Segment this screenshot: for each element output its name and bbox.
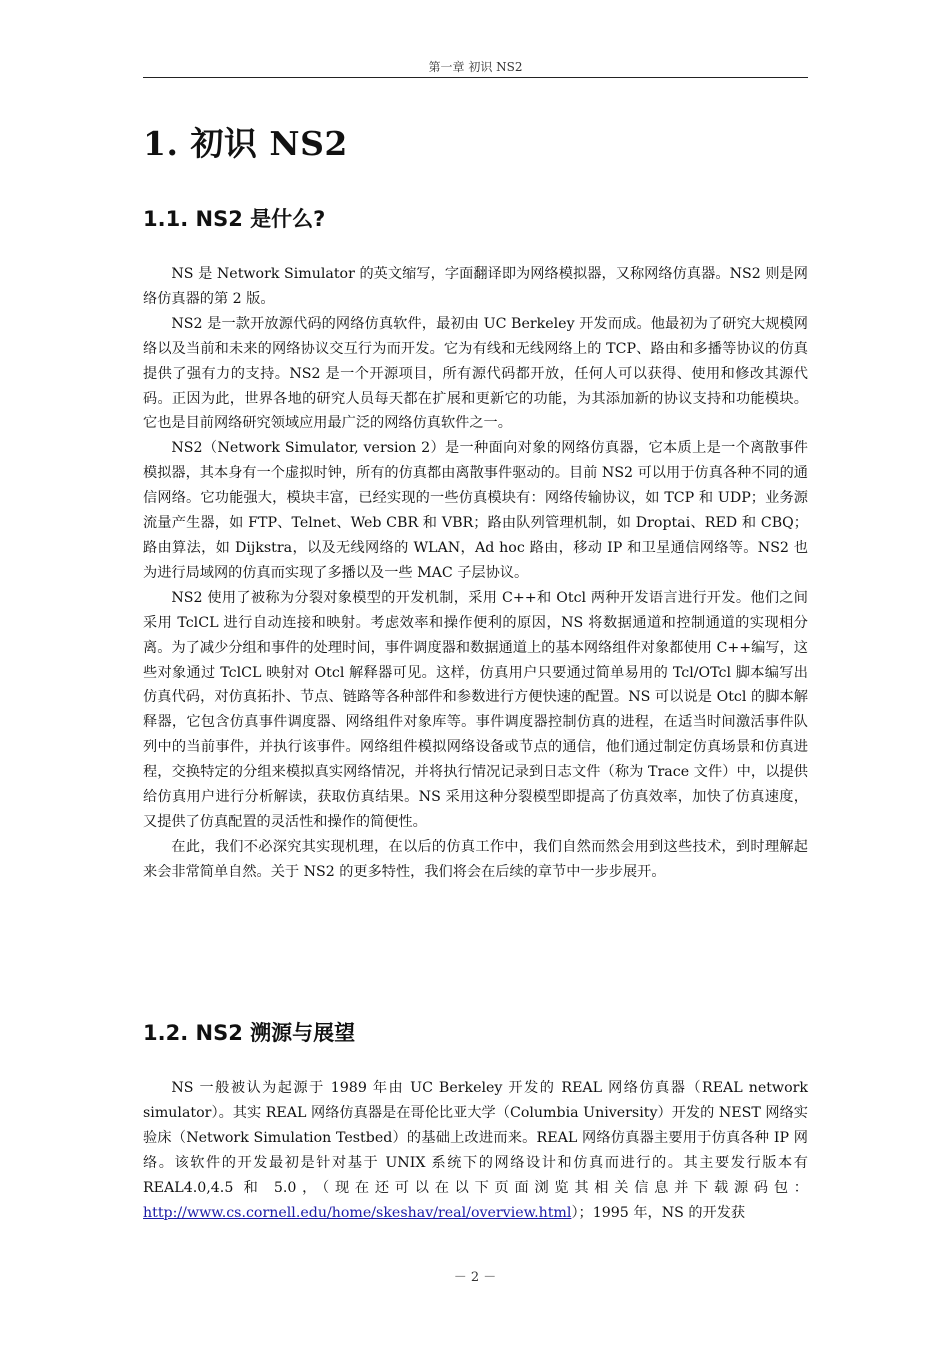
paragraph [143,1076,808,1225]
section-body-origin-and-outlook [143,1076,808,1225]
paragraph: 在此，我们不必深究其实现机理，在以后的仿真工作中，我们自然而然会用到这些技术，到时理解起来会非常简单自然。关于 NS2 的更多特性，我们将会在后续的章节中一步步展开。 [143,838,808,880]
section-title-origin-and-outlook: 1.2. NS2 溯源与展望 [143,1021,356,1045]
paragraph: NS2 使用了被称为分裂对象模型的开发机制，采用 C++和 Otcl 两种开发语言进行开发。他们之间采用 TclCL 进行自动连接和映射。考虑效率和操作便利的原因，NS 将数据通道和控制通道的实现相分离。为了减少分组和事件的处理时间，事件调度器和数据通道上的基本网络组件对象都使用 C++编写，这些对象通过 TclCL 映射对 Otcl 解释器可见。这样，仿真用户只要通过简单易用的 Tcl/OTcl 脚本编写出仿真代码，对仿真拓扑、节点、链路等各种部件和参数进行方便快速的配置。NS 可以说是 Otcl 的脚本解释器，它包含仿真事件调度器、网络组件对象库等。事件调度器控制仿真的进程，在适当时间激活事件队列中的当前事件，并执行该事件。网络组件模拟网络设备或节点的通信，他们通过制定仿真场景和仿真进程，交换特定的分组来模拟真实网络情况，并将执行情况记录到日志文件（称为 Trace 文件）中，以提供给仿真用户进行分析解读，获取仿真结果。NS 采用这种分裂模型即提高了仿真效率，加快了仿真速度，又提供了仿真配置的灵活性和操作的简便性。 [143,589,808,830]
running-header: 第一章 初识 NS2 [428,60,523,74]
page-number: － 2 － [453,1270,497,1285]
paragraph: NS2（Network Simulator, version 2）是一种面向对象的网络仿真器，它本质上是一个离散事件模拟器，其本身有一个虚拟时钟，所有的仿真都由离散事件驱动的。目前 NS2 可以用于仿真各种不同的通信网络。它功能强大，模块丰富，已经实现的一些仿真模块有：网络传输协议，如 TCP 和 UDP；业务源流量产生器，如 FTP、Telnet、Web CBR 和 VBR；路由队列管理机制，如 Droptai、RED 和 CBQ；路由算法，如 Dijkstra，以及无线网络的 WLAN，Ad hoc 路由，移动 IP 和卫星通信网络等。NS2 也为进行局域网的仿真而实现了多播以及一些 MAC 子层协议。 [143,440,808,581]
chapter-title: 1. 初识 NS2 [143,124,348,163]
paragraph: NS 是 Network Simulator 的英文缩写，字面翻译即为网络模拟器，又称网络仿真器。NS2 则是网络仿真器的第 2 版。 [143,266,808,307]
real-overview-link[interactable]: http://www.cs.cornell.edu/home/skeshav/real/overview.html [143,1204,572,1221]
section-title-what-is-ns2: 1.1. NS2 是什么? [143,207,326,231]
paragraph: NS2 是一款开放源代码的网络仿真软件，最初由 UC Berkeley 开发而成。他最初为了研究大规模网络以及当前和未来的网络协议交互行为而开发。它为有线和无线网络上的 TCP、路由和多播等协议的仿真提供了强有力的支持。NS2 是一个开源项目，所有源代码都开放，任何人可以获得、使用和修改其源代码。正因为此，世界各地的研究人员每天都在扩展和更新它的功能，为其添加新的协议支持和功能模块。它也是目前网络研究领域应用最广泛的网络仿真软件之一。 [143,315,808,432]
section-body-what-is-ns2 [143,262,808,885]
paragraph-text: NS 一般被认为起源于 1989 年由 UC Berkeley 开发的 REAL 网络仿真器（REAL network simulator）。其实 REAL 网络仿真器是在哥伦比亚大学（Columbia University）开发的 NEST 网络实验床（Network Simulation Testbed）的基础上改进而来。REAL 网络仿真器主要用于仿真各种 IP 网络。该软件的开发最初是针对基于 UNIX 系统下的网络设计和仿真而进行的。其主要发行版本有 REAL4.0,4.5 和 5.0，（现在还可以在以下页面浏览其相关信息并下载源码包： [143,1080,808,1196]
paragraph-text: ）；1995 年，NS 的开发获 [571,1204,746,1221]
header-rule [143,77,808,78]
